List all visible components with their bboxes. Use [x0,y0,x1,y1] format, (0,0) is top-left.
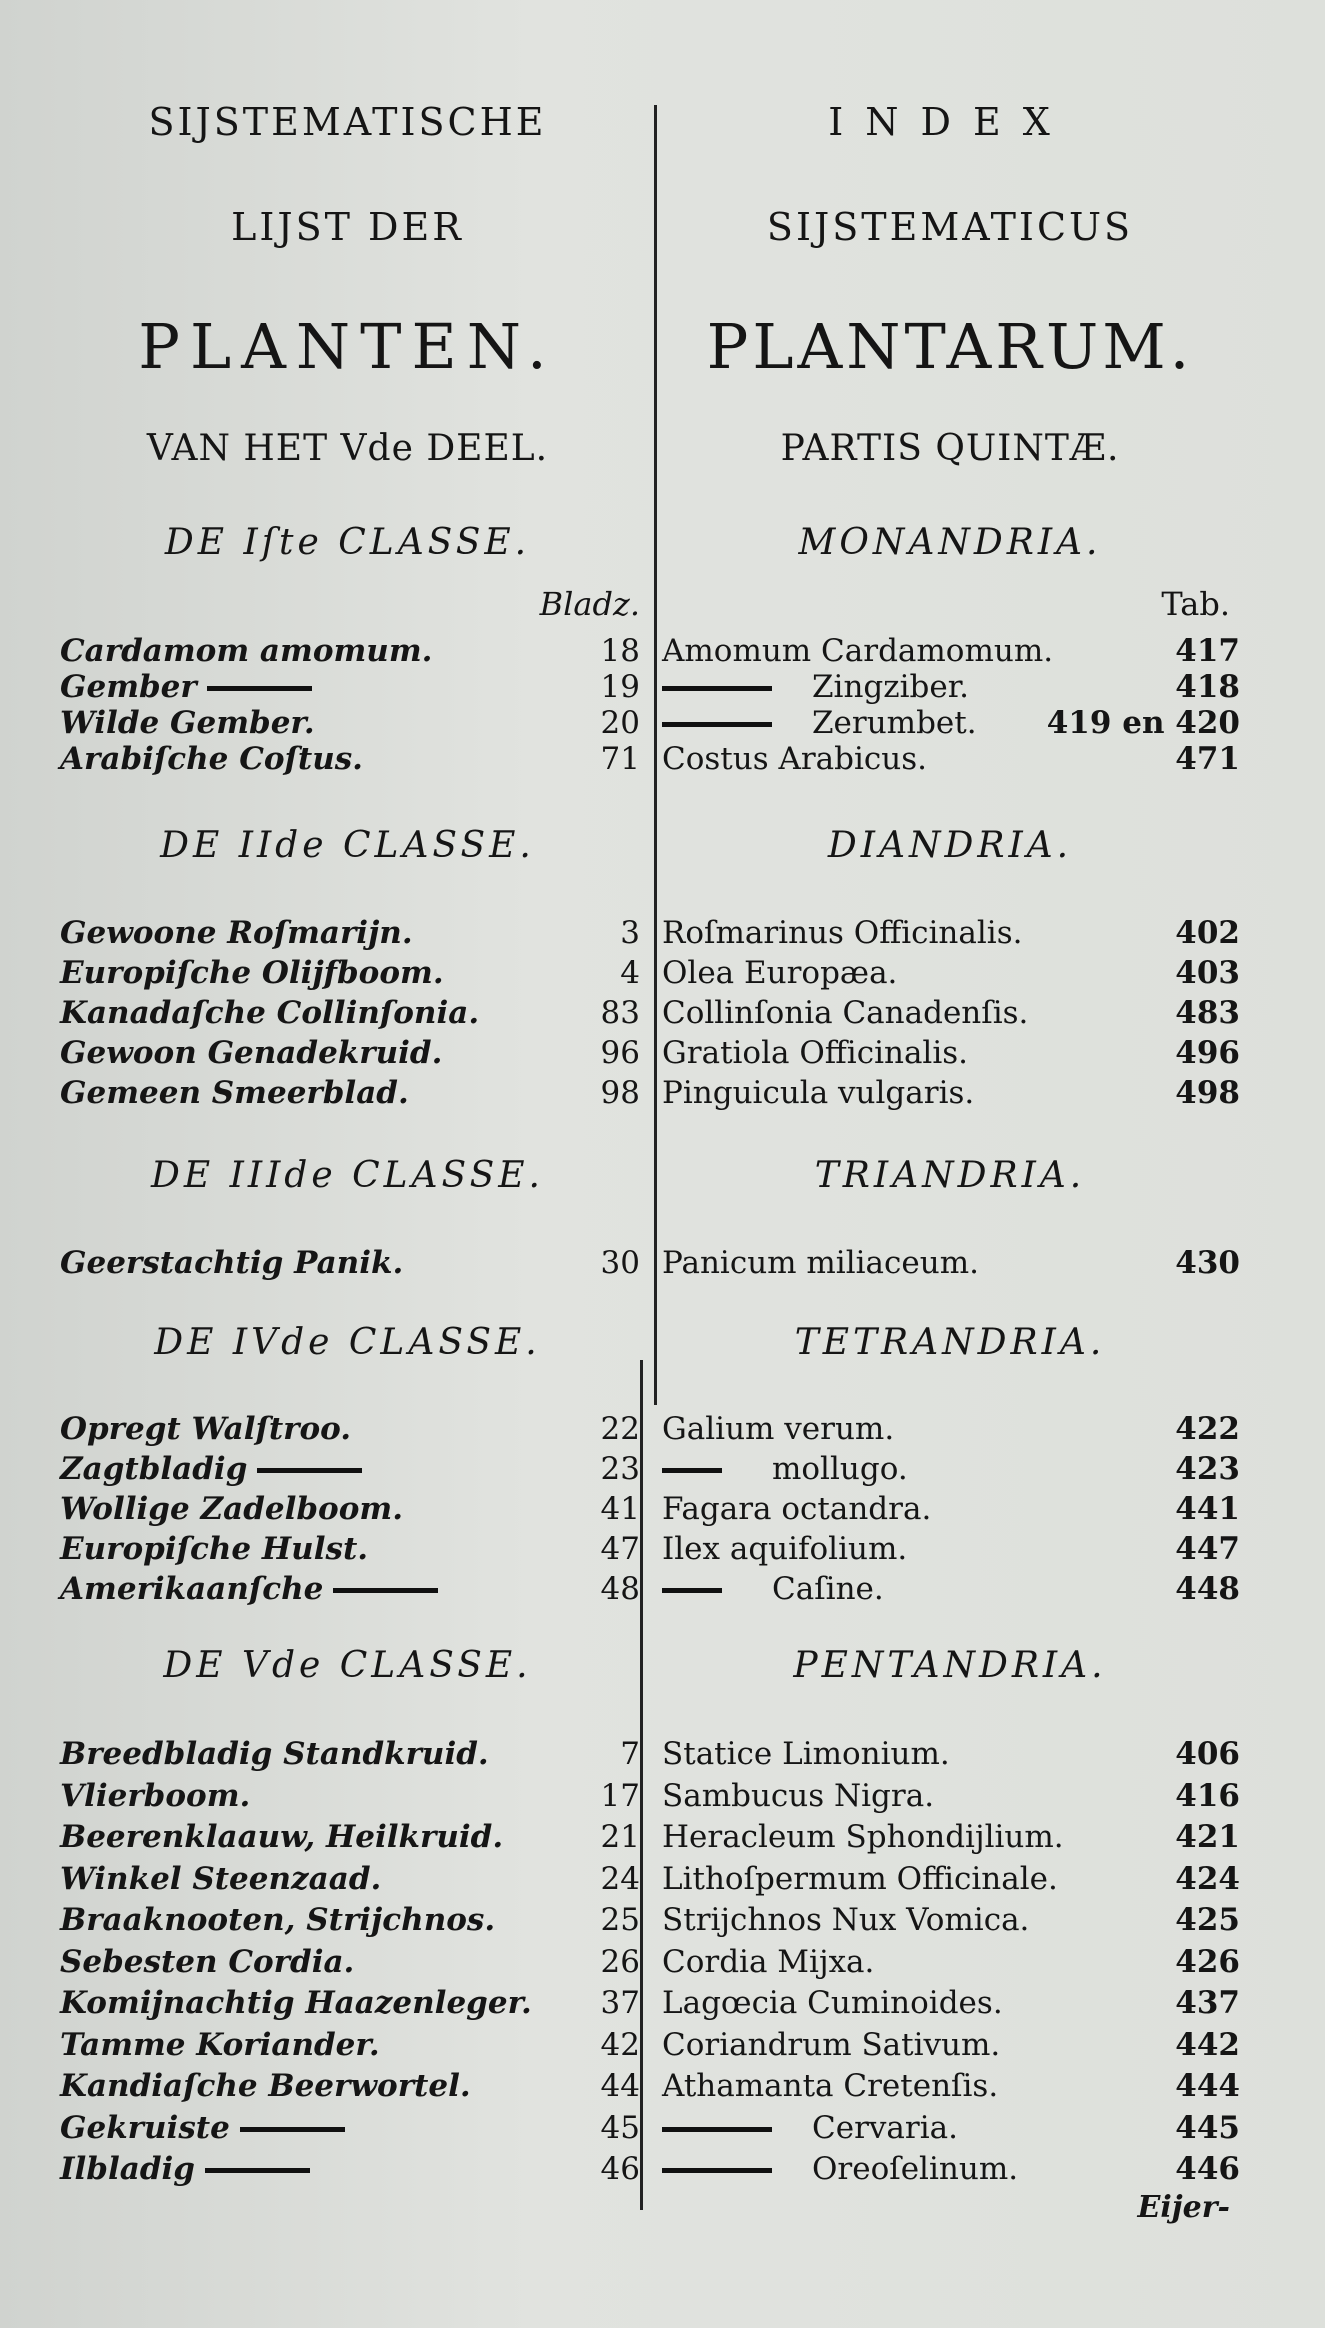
entry-name [60,1775,250,1817]
plate-number: 403 [1175,955,1240,991]
page-number: 4 [620,955,640,991]
ditto-dash [662,722,772,727]
entry-text: Braaknooten, Strijchnos. [60,1902,496,1938]
plate-number: 446 [1175,2151,1240,2187]
list-item [660,1488,1240,1530]
entry-name [60,1242,403,1284]
ditto-dash [662,686,772,691]
entry-text: Statice Limonium. [662,1736,950,1772]
right-section-title: DIANDRIA. [827,825,1073,866]
page-number: 98 [600,1075,640,1111]
page-number: 45 [600,2109,640,2146]
entry-text: Sambucus Nigra. [662,1777,935,1814]
tab-label: Tab. [1161,585,1230,623]
plate-number: 442 [1175,2026,1240,2063]
plate-number: 417 [1175,633,1240,669]
entry-text: Opregt Walſtroo. [60,1411,352,1447]
page-number: 44 [600,2068,640,2104]
entry-name [60,1448,372,1490]
entry-text: Breedbladig Standkruid. [60,1736,489,1772]
list-item [55,1408,640,1450]
right-section-title: PENTANDRIA. [793,1645,1107,1686]
entry-text: Athamanta Cretenſis. [662,2068,999,2104]
list-item [55,1775,640,1817]
entry-text: Europiſche Olijfboom. [60,955,444,991]
page-number: 23 [600,1451,640,1487]
entry-name [662,2148,1018,2190]
entry-name [662,2024,1000,2066]
ditto-dash [205,2168,310,2173]
list-item [55,1858,640,1900]
entry-text: Heracleum Sphondijlium. [662,1819,1064,1855]
entry-text: Winkel Steenzaad. [60,1860,382,1897]
list-item [660,1816,1240,1858]
page-number: 47 [600,1531,640,1567]
list-item [660,1528,1240,1570]
list-item [660,2107,1240,2149]
left-section-title: DE Iſte CLASSE. [164,522,531,563]
left-header-line2: LIJST DER [231,205,464,249]
page-number: 41 [600,1491,640,1527]
plate-number: 418 [1175,669,1240,705]
entry-name [60,1733,489,1775]
entry-text: mollugo. [772,1451,908,1487]
entry-text: Zingziber. [812,669,969,705]
left-header-title: PLANTEN. [138,310,557,383]
entry-name [60,1528,368,1570]
entry-name [662,1072,974,1114]
entry-text: Wollige Zadelboom. [60,1491,403,1527]
entry-name [662,912,1022,954]
entry-text: Gekruiste [60,2109,230,2146]
entry-text: Strijchnos Nux Vomica. [662,1902,1030,1938]
entry-text: Cervaria. [812,2109,958,2146]
plate-number: 471 [1175,741,1240,777]
right-section-title: TETRANDRIA. [794,1322,1106,1363]
plate-number: 424 [1175,1860,1240,1897]
column-divider-lower [640,1360,643,2210]
page-number: 25 [600,1902,640,1938]
ditto-dash [240,2127,345,2132]
page-number: 20 [600,705,640,741]
list-item [660,1775,1240,1817]
list-item [55,1488,640,1530]
page-number: 30 [600,1245,640,1281]
entry-name [662,1032,968,1074]
page-number: 18 [600,633,640,669]
page-number: 26 [600,1943,640,1980]
right-section-title: MONANDRIA. [798,522,1102,563]
entry-name [662,1408,894,1450]
plate-number: 406 [1175,1736,1240,1772]
entry-text: Caſine. [772,1571,884,1607]
entry-name [662,1488,931,1530]
entry-text: Gember [60,669,197,705]
list-item [55,1032,640,1074]
entry-name [60,738,363,780]
list-item [660,2148,1240,2190]
left-section-title: DE IIde CLASSE. [160,825,535,866]
entry-text: Coriandrum Sativum. [662,2026,1001,2063]
entry-text: Ilex aquifolium. [662,1531,908,1567]
entry-name [662,1242,979,1284]
entry-text: Zerumbet. [812,705,977,741]
page-number: 21 [600,1819,640,1855]
plate-number: 426 [1175,1943,1240,1980]
plate-number: 430 [1175,1245,1240,1281]
page-number: 46 [600,2151,640,2187]
entry-text: Kandiaſche Beerwortel. [60,2068,471,2104]
plate-number: 496 [1175,1035,1240,1071]
entry-name [60,1982,532,2024]
entry-text: Amerikaanſche [60,1571,324,1607]
list-item [55,2148,640,2190]
column-divider [654,105,657,1405]
entry-text: Gewoone Roſmarijn. [60,915,413,951]
entry-text: Roſmarinus Officinalis. [662,915,1023,951]
entry-name [60,1941,354,1983]
entry-name [60,2065,471,2107]
entry-text: Gewoon Genadekruid. [60,1035,443,1071]
list-item [660,992,1240,1034]
entry-name [60,912,413,954]
list-item [660,2065,1240,2107]
ditto-dash [662,1468,722,1473]
list-item [660,1448,1240,1490]
entry-text: Komijnachtig Haazenleger. [60,1985,532,2021]
entry-name [662,2065,998,2107]
page-number: 71 [600,741,640,777]
entry-text: Oreoſelinum. [812,2151,1019,2187]
list-item [660,2024,1240,2066]
list-item [55,2107,640,2149]
entry-text: Cardamom amomum. [60,633,433,669]
plate-number: 498 [1175,1075,1240,1111]
entry-text: Panicum miliaceum. [662,1245,979,1281]
page-number: 17 [600,1777,640,1814]
entry-name [662,1899,1029,1941]
entry-name [662,1982,1003,2024]
left-section-title: DE IVde CLASSE. [154,1322,541,1363]
ditto-dash [662,2168,772,2173]
entry-text: Lithoſpermum Officinale. [662,1860,1058,1897]
right-header-line2: SIJSTEMATICUS [766,205,1134,249]
list-item [660,952,1240,994]
entry-text: Fagara octandra. [662,1491,932,1527]
left-header-subtitle: VAN HET Vde DEEL. [146,428,549,469]
entry-text: Ilbladig [60,2151,195,2187]
entry-name [60,2148,320,2190]
list-item [55,992,640,1034]
list-item [660,1858,1240,1900]
plate-number: 444 [1175,2068,1240,2104]
entry-text: Cordia Mijxa. [662,1943,875,1980]
list-item [55,1528,640,1570]
left-header-line1: SIJSTEMATISCHE [148,100,547,144]
list-item [55,2065,640,2107]
left-section-title: DE Vde CLASSE. [163,1645,532,1686]
entry-text: Galium verum. [662,1411,895,1447]
page-number: 22 [600,1411,640,1447]
left-section-title: DE IIIde CLASSE. [151,1155,544,1196]
list-item [660,1733,1240,1775]
entry-text: Zagtbladig [60,1451,248,1487]
plate-number: 441 [1175,1491,1240,1527]
plate-number: 425 [1175,1902,1240,1938]
plate-number: 445 [1175,2109,1240,2146]
entry-name [60,1408,351,1450]
entry-text: Amomum Cardamomum. [662,633,1054,669]
plate-number: 448 [1175,1571,1240,1607]
entry-name [60,1568,448,1610]
entry-name [662,1858,1058,1900]
page-number: 96 [600,1035,640,1071]
list-item [660,1408,1240,1450]
entry-name [60,992,479,1034]
list-item [55,1448,640,1490]
right-header-subtitle: PARTIS QUINTÆ. [780,428,1120,469]
entry-text: Sebesten Cordia. [60,1943,355,1980]
catchword: Eijer- [1137,2190,1230,2225]
ditto-dash [662,1588,722,1593]
entry-name [662,992,1028,1034]
entry-name [662,2107,958,2149]
entry-name [662,952,897,994]
entry-text: Gratiola Officinalis. [662,1035,969,1071]
entry-name [60,1816,503,1858]
plate-number: 483 [1175,995,1240,1031]
page-number: 37 [600,1985,640,2021]
entry-name [662,1775,934,1817]
entry-text: Geerstachtig Panik. [60,1245,404,1281]
entry-name [60,2024,380,2066]
plate-number: 447 [1175,1531,1240,1567]
list-item [660,1242,1240,1284]
plate-number: 419 en 420 [1046,705,1240,741]
ditto-dash [207,686,312,691]
entry-name [60,1899,495,1941]
plate-number: 437 [1175,1985,1240,2021]
list-item [55,1941,640,1983]
pages-label: Bladz. [539,585,640,623]
entry-name [662,1448,908,1490]
entry-name [60,1072,409,1114]
list-item [55,952,640,994]
list-item [660,1899,1240,1941]
entry-text: Europiſche Hulst. [60,1531,369,1567]
entry-name [662,1568,884,1610]
plate-number: 422 [1175,1411,1240,1447]
ditto-dash [662,2127,772,2132]
entry-text: Costus Arabicus. [662,741,928,777]
entry-name [662,1816,1064,1858]
list-item [660,1982,1240,2024]
entry-name [662,1528,907,1570]
entry-name [60,2107,355,2149]
entry-name [60,1858,381,1900]
entry-text: Beerenklaauw, Heilkruid. [60,1819,504,1855]
page-number: 42 [600,2026,640,2063]
entry-text: Vlierboom. [60,1777,251,1814]
list-item [55,1733,640,1775]
plate-number: 416 [1175,1777,1240,1814]
entry-name [60,1488,403,1530]
list-item [55,1899,640,1941]
entry-text: Pinguicula vulgaris. [662,1075,975,1111]
list-item [55,1568,640,1610]
plate-number: 402 [1175,915,1240,951]
entry-text: Arabiſche Coſtus. [60,741,363,777]
entry-name [662,1941,874,1983]
page-number: 3 [620,915,640,951]
list-item [55,1072,640,1114]
entry-text: Gemeen Smeerblad. [60,1075,409,1111]
entry-name [662,738,927,780]
list-item [660,1941,1240,1983]
list-item [660,1072,1240,1114]
list-item [660,912,1240,954]
entry-text: Wilde Gember. [60,705,315,741]
entry-text: Collinſonia Canadenſis. [662,995,1029,1031]
list-item [55,1242,640,1284]
plate-number: 423 [1175,1451,1240,1487]
entry-text: Kanadaſche Collinſonia. [60,995,480,1031]
right-section-title: TRIANDRIA. [814,1155,1086,1196]
entry-text: Olea Europæa. [662,955,898,991]
page-number: 24 [600,1860,640,1897]
list-item [660,1568,1240,1610]
list-item [55,2024,640,2066]
right-header-line1: INDEX [828,100,1072,144]
list-item [660,738,1240,780]
list-item [55,738,640,780]
list-item [55,1816,640,1858]
page-number: 83 [600,995,640,1031]
right-header-title: PLANTARUM. [706,310,1194,383]
ditto-dash [333,1588,438,1593]
page-number: 48 [600,1571,640,1607]
entry-text: Tamme Koriander. [60,2026,380,2063]
page-number: 7 [620,1736,640,1772]
list-item [55,912,640,954]
plate-number: 421 [1175,1819,1240,1855]
list-item [660,1032,1240,1074]
entry-text: Lagœcia Cuminoides. [662,1985,1003,2021]
list-item [55,1982,640,2024]
entry-name [60,952,444,994]
entry-name [662,1733,950,1775]
page-number: 19 [600,669,640,705]
entry-name [60,1032,442,1074]
ditto-dash [257,1468,362,1473]
